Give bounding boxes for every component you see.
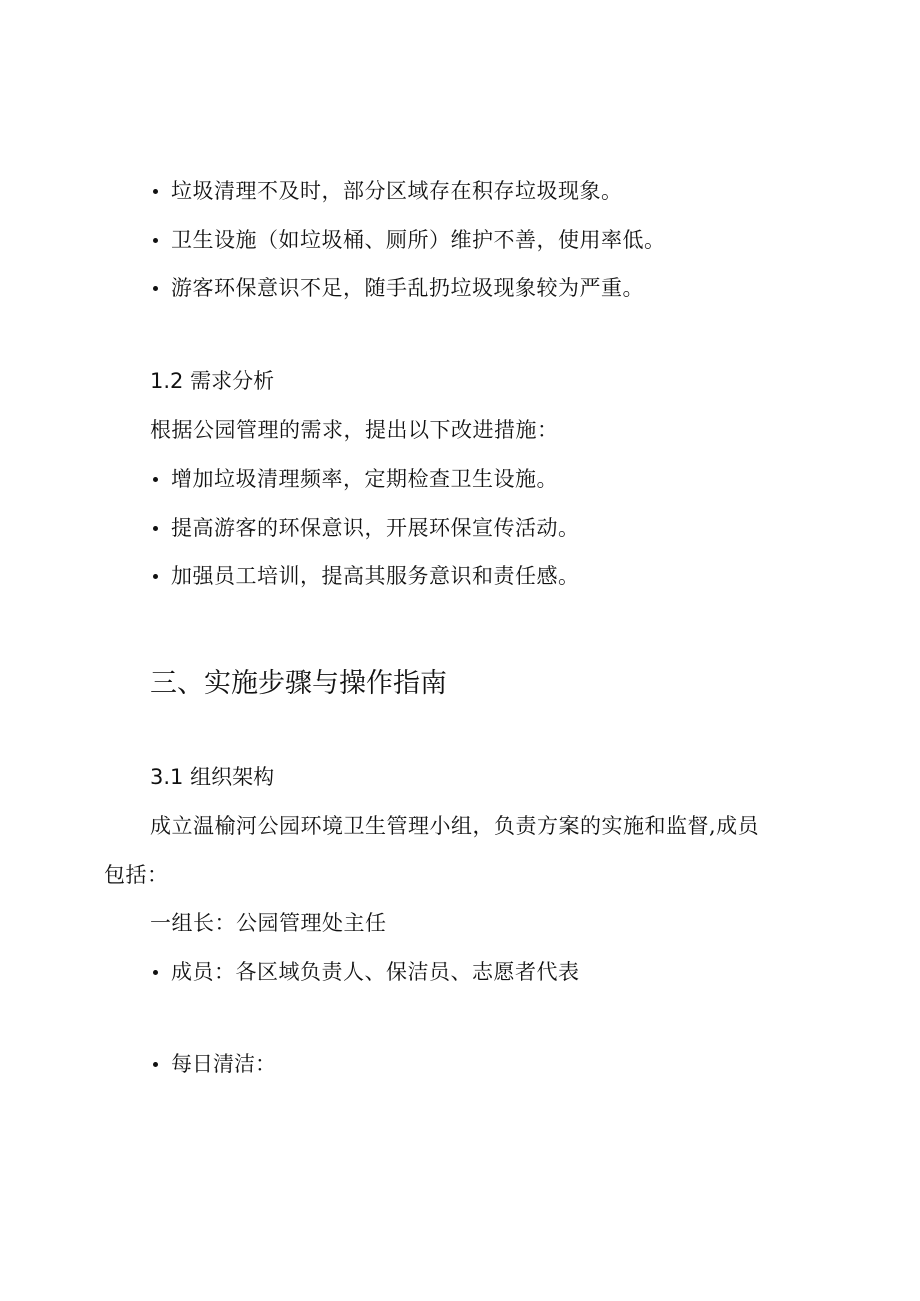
bullet-icon — [153, 477, 158, 482]
list-item-text: 成员：各区域负责人、保洁员、志愿者代表 — [171, 960, 580, 984]
bullet-icon — [153, 574, 158, 579]
bullet-icon — [153, 286, 158, 291]
bullet-icon — [153, 189, 158, 194]
list-item — [150, 469, 558, 490]
section-intro: 根据公园管理的需求，提出以下改进措施： — [150, 418, 559, 442]
section-heading-1-2: 1.2 需求分析 — [150, 369, 275, 393]
list-item — [150, 518, 580, 539]
list-item — [150, 566, 580, 587]
paragraph-line: 成立温榆河公园环境卫生管理小组，负责方案的实施和监督,成员 — [150, 814, 760, 838]
paragraph-line: 包括： — [104, 863, 169, 887]
list-item — [150, 962, 580, 983]
list-item-text: 卫生设施（如垃圾桶、厕所）维护不善，使用率低。 — [171, 228, 666, 252]
list-item-text: 垃圾清理不及时，部分区域存在积存垃圾现象。 — [171, 179, 623, 203]
bullet-icon — [153, 1062, 158, 1067]
list-item — [150, 278, 644, 299]
daily-cleaning-item — [150, 1054, 276, 1075]
list-item-text: 加强员工培训，提高其服务意识和责任感。 — [171, 564, 580, 588]
bullet-icon — [153, 526, 158, 531]
list-item-text: 提高游客的环保意识，开展环保宣传活动。 — [171, 516, 580, 540]
list-item — [150, 230, 666, 251]
bullet-icon — [153, 238, 158, 243]
bullet-icon — [153, 970, 158, 975]
list-item — [150, 181, 623, 202]
daily-cleaning-label: 每日清洁： — [171, 1052, 276, 1076]
section-heading-3: 三、实施步骤与操作指南 — [150, 668, 447, 699]
section-heading-3-1: 3.1 组织架构 — [150, 765, 275, 789]
list-item-text: 游客环保意识不足，随手乱扔垃圾现象较为严重。 — [171, 276, 644, 300]
group-leader: 一组长：公园管理处主任 — [150, 911, 387, 935]
list-item-text: 增加垃圾清理频率，定期检查卫生设施。 — [171, 467, 558, 491]
